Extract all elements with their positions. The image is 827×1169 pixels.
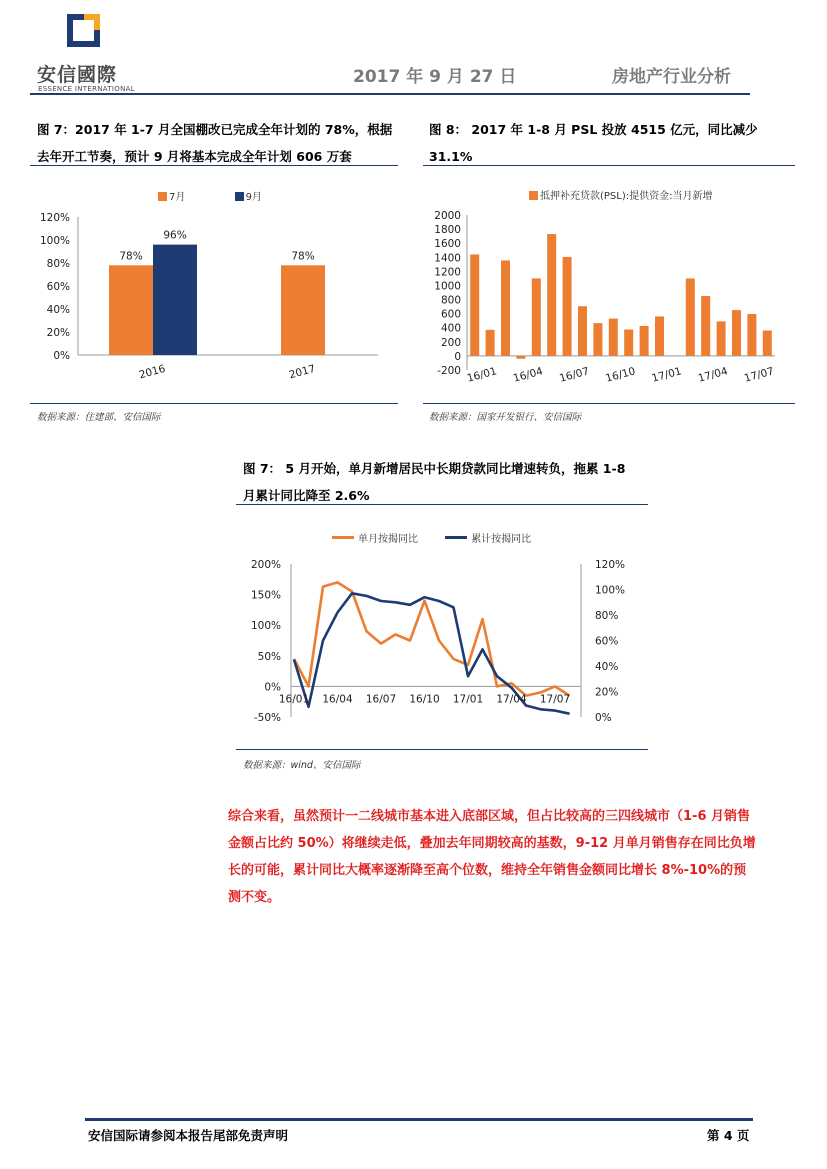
legend-swatch [235,192,244,201]
y-tick-label-right: 100% [595,584,626,597]
legend-label: 单月按揭同比 [358,534,418,545]
y-tick-label: 400 [440,322,461,335]
bar [109,265,153,355]
legend-line-swatch [332,536,354,539]
bar [686,278,695,356]
x-tick-label: 17/07 [742,365,776,385]
y-tick-label-right: 120% [595,559,626,571]
bar [717,321,726,356]
chart-legend [158,188,262,203]
bar [516,356,525,359]
x-tick-label: 2016 [137,362,167,382]
caption-line: 图 7： 5 月开始，单月新增居民中长期贷款同比增速转负，拖累 1-8 [243,461,626,476]
y-tick-label: 600 [440,308,461,321]
bar [747,314,756,356]
legend-label: 7月 [169,192,186,203]
y-tick-label: 1200 [434,266,461,279]
y-tick-label: 20% [46,327,70,339]
page-number: 第 4 页 [707,1128,750,1143]
x-tick-label: 17/01 [650,365,683,385]
caption-rule [236,504,648,505]
caption-line: 月累计同比降至 2.6% [243,488,370,503]
footer-rule [85,1118,753,1121]
chart-legend [332,530,531,545]
y-tick-label: 0 [454,350,461,363]
y-tick-label: 1600 [434,238,461,251]
x-tick-label: 17/01 [452,693,484,706]
y-tick-label: 2000 [434,210,461,222]
chart-bottom-rule [423,403,795,404]
bar-value-label: 78% [291,250,315,263]
y-tick-label-right: 40% [595,661,619,673]
y-tick-label-left: 200% [250,559,281,571]
y-tick-label: 1000 [434,280,461,293]
legend-item [235,192,262,203]
x-tick-label: 16/10 [409,693,440,706]
bar [578,306,587,356]
bar [640,326,649,356]
conclusion-paragraph: 综合来看，虽然预计一二线城市基本进入底部区域，但占比较高的三四线城市（1-6 月销售金额占比约 50%）将继续走低，叠加去年同期较高的基数，9-12 月单月销售存在同比负增长的可能，累计同比大概率逐渐降至高个位数，维持全年销售金额同比增长 8%-10%的预测不变。 [228,809,756,905]
legend-item [332,534,418,545]
legend-line-swatch [445,536,467,539]
y-tick-label: -200 [437,365,461,377]
caption-line: 去年开工节奏，预计 9 月将基本完成全年计划 606 万套 [37,149,352,164]
company-logo-english: ESSENCE INTERNATIONAL [38,85,135,93]
bar-value-label: 96% [163,229,187,242]
caption-line: 图 8： 2017 年 1-8 月 PSL 投放 4515 亿元，同比减少 31.1% [429,122,758,164]
bar [624,329,633,355]
y-tick-label-left: -50% [253,712,281,724]
x-tick-label: 17/04 [696,365,730,385]
header-rule [30,93,750,95]
bar [153,245,197,355]
bar [701,296,710,356]
y-tick-label-right: 0% [595,712,612,724]
x-tick-label: 16/01 [278,693,310,706]
bar [655,316,664,355]
y-tick-label: 80% [46,258,70,270]
y-tick-label-right: 80% [595,610,619,622]
y-tick-label: 100% [39,235,70,247]
figure-caption [37,116,407,170]
bar [732,310,741,356]
y-tick-label: 60% [46,281,70,293]
data-source: 数据来源：住建部、安信国际 [37,412,161,423]
x-tick-label: 16/10 [604,365,637,385]
bar [470,254,479,355]
x-tick-label: 16/04 [322,693,353,706]
report-category: 房地产行业分析 [612,67,731,87]
bar [763,331,772,356]
bar [486,330,495,356]
bar [281,265,325,355]
x-tick-label: 16/07 [365,693,397,706]
legend-label: 抵押补充贷款(PSL):提供资金:当月新增 [540,191,713,202]
x-tick-label: 16/04 [511,365,545,385]
x-tick-label: 17/04 [496,693,527,706]
x-tick-label: 2017 [287,362,317,382]
footer-disclaimer: 安信国际请参阅本报告尾部免责声明 [88,1128,289,1143]
caption-line: 图 7：2017 年 1-7 月全国棚改已完成全年计划的 78%，根据 [37,122,393,137]
bar [593,323,602,356]
chart-bottom-rule [30,403,398,404]
legend-swatch [158,192,167,201]
y-tick-label: 120% [39,212,70,224]
legend-item [529,191,713,202]
company-logo-icon [67,14,100,47]
y-tick-label: 0% [53,350,70,362]
bar [563,257,572,356]
y-tick-label-left: 0% [264,681,281,694]
bar-chart-housing-reform [30,205,400,390]
chart-legend [529,187,713,202]
y-tick-label-left: 50% [257,650,281,663]
y-tick-label: 40% [46,304,70,316]
x-tick-label: 16/07 [558,365,591,385]
chart-bottom-rule [236,749,648,750]
y-tick-label: 1800 [434,224,461,237]
legend-item [445,534,531,545]
data-source: 数据来源：国家开发银行、安信国际 [429,412,582,423]
y-tick-label: 200 [440,336,461,349]
caption-rule [30,165,398,166]
figure-caption [429,116,799,170]
x-tick-label: 17/07 [539,693,571,706]
y-tick-label: 1400 [434,252,461,265]
legend-label: 累计按揭同比 [471,534,532,545]
x-tick-label: 16/01 [465,365,499,385]
y-tick-label: 800 [440,294,461,307]
report-date: 2017 年 9 月 27 日 [353,67,517,87]
bar-chart-psl [423,205,795,390]
legend-item [158,192,185,203]
bar [609,319,618,356]
data-source: 数据来源：wind、安信国际 [243,760,361,771]
legend-swatch [529,191,538,200]
y-tick-label-right: 60% [595,635,619,648]
bar [547,234,556,356]
y-tick-label-left: 150% [250,589,281,602]
line-chart-mortgage [236,550,648,730]
company-logo-text: 安信國際 [37,64,118,86]
figure-caption [243,455,653,509]
legend-label: 9月 [245,192,262,203]
bar [501,260,510,355]
caption-rule [423,165,795,166]
bar [532,278,541,356]
y-tick-label-right: 20% [595,686,619,699]
y-tick-label-left: 100% [250,620,281,633]
bar-value-label: 78% [119,250,143,263]
